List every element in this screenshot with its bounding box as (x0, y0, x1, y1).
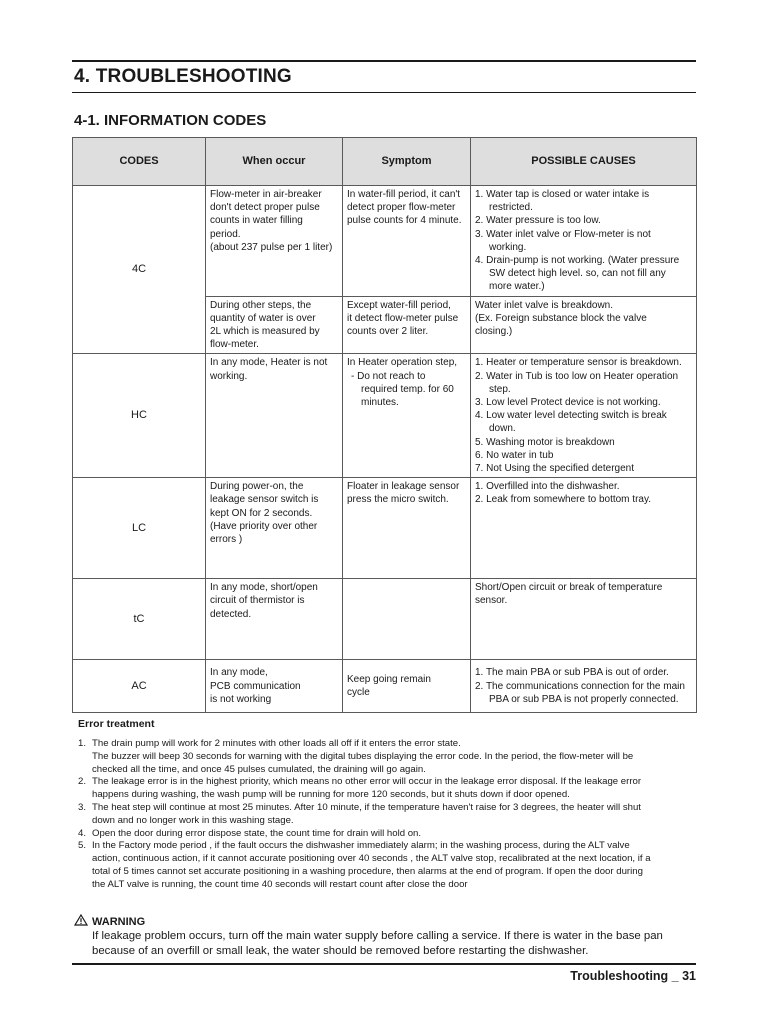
symptom-cell (343, 660, 471, 713)
causes-cell (471, 478, 697, 579)
table-row (73, 186, 697, 297)
cell-line: Flow-meter in air-breaker (210, 189, 322, 200)
causes-cell (471, 660, 697, 713)
cell-line: working. (489, 241, 527, 253)
cell-line: press the micro switch. (347, 494, 449, 506)
list-item (78, 840, 690, 891)
item-line: In the Factory mode period , if the fault occurs the dishwasher immediately alarm; in the washing process, during the ALT valve (92, 840, 630, 852)
cell-line: counts over 2 liter. (347, 326, 429, 338)
error-treatment-list (78, 738, 690, 892)
cell-line: SW detect high level. so, can not fill any (489, 268, 666, 280)
cell-line: - Do not reach to (351, 370, 426, 382)
code-cell: tC (73, 579, 206, 660)
information-codes-table (72, 137, 697, 713)
causes-cell (471, 296, 697, 354)
cell-line: restricted. (489, 202, 533, 214)
warning-heading (74, 914, 145, 929)
cell-line: Floater in leakage sensor (347, 481, 460, 493)
item-line: Open the door during error dispose state, the count time for drain will hold on. (92, 827, 422, 839)
cell-line: 1. The main PBA or sub PBA is out of order. (475, 667, 669, 679)
when-cell (206, 186, 343, 297)
subsection-title: 4-1. INFORMATION CODES (74, 112, 267, 129)
cell-line: leakage sensor switch is (210, 494, 319, 506)
top-rule (72, 60, 696, 62)
item-line: The buzzer will beep 30 seconds for warning with the digital tubes displaying the error code. In the period, the flow-meter will be (92, 750, 634, 762)
cell-line: 2. Water in Tub is too low on Heater operation (475, 370, 679, 382)
item-line: checked all the time, and once 45 pulses cumulated, the draining will go again. (92, 763, 426, 775)
item-line: down and no longer work in this washing stage. (92, 814, 294, 826)
cell-line: (Ex. Foreign substance block the valve (475, 312, 647, 324)
when-cell (206, 660, 343, 713)
cell-line: it detect flow-meter pulse (347, 312, 459, 324)
error-treatment-title: Error treatment (78, 718, 155, 730)
cell-line: 2. The communications connection for the main (475, 680, 685, 692)
page-footer: Troubleshooting _ 31 (570, 969, 696, 983)
cell-line: (about 237 pulse per 1 liter) (210, 241, 333, 253)
cell-line: pulse counts for 4 minute. (347, 215, 462, 227)
cell-line: Except water-fill period, (347, 299, 451, 311)
cell-line: Water inlet valve is breakdown. (475, 299, 614, 311)
cell-line: 1. Heater or temperature sensor is breakdown. (475, 357, 682, 369)
cell-line: is not working (210, 693, 272, 705)
table-row (73, 478, 697, 579)
cell-line: 2. Leak from somewhere to bottom tray. (475, 494, 652, 506)
cell-line: 3. Low level Protect device is not working. (475, 397, 661, 409)
bottom-rule (72, 963, 696, 965)
cell-line: 1. Water tap is closed or water intake is (475, 189, 650, 200)
warning-line: If leakage problem occurs, turn off the main water supply before calling a service. If there is water in the base pan (92, 930, 663, 942)
code-cell: 4C (73, 186, 206, 354)
warning-line: because of an overfill or small leak, the water should be removed before restarting the dishwasher. (92, 944, 589, 957)
cell-line: 5. Washing motor is breakdown (475, 436, 615, 448)
cell-line: In Heater operation step, (347, 357, 458, 369)
item-number: 1. (78, 738, 87, 749)
cell-line: 6. No water in tub (475, 449, 554, 461)
cell-line: During other steps, the (210, 299, 312, 311)
table-row (73, 579, 697, 660)
item-number: 3. (78, 801, 87, 813)
causes-cell (471, 354, 697, 478)
cell-line: minutes. (361, 397, 399, 409)
item-number: 4. (78, 827, 87, 839)
item-line: total of 5 times cannot set accurate positioning in a washing procedure, then alarms at the end of program. If open the door during (92, 865, 643, 877)
list-item (78, 776, 690, 802)
list-item (78, 738, 690, 776)
symptom-cell (343, 354, 471, 478)
item-line: happens during washing, the wash pump will be running for more 120 seconds, but it shuts down if door opened. (92, 789, 570, 801)
item-line: The leakage error is in the highest priority, which means no other error will occur in the leakage error disposal. If the leakage error (92, 776, 642, 788)
symptom-cell (343, 478, 471, 579)
section-title: 4. TROUBLESHOOTING (74, 66, 292, 87)
item-number: 5. (78, 840, 87, 852)
cell-line: counts in water filling (210, 215, 303, 227)
header-codes: CODES (73, 138, 206, 186)
title-underline (72, 92, 696, 93)
cell-line: working. (210, 370, 248, 382)
warning-text (92, 929, 663, 958)
causes-cell (471, 186, 697, 297)
when-cell (206, 579, 343, 660)
list-item (78, 828, 690, 841)
when-cell (206, 296, 343, 354)
table-header-row (73, 138, 697, 186)
item-line: The heat step will continue at most 25 minutes. After 10 minute, if the temperature haven't raise for 3 degrees, the heater will shut (92, 801, 641, 813)
cell-line: cycle (347, 687, 370, 699)
cell-line: detected. (210, 608, 252, 620)
cell-line: 7. Not Using the specified detergent (475, 463, 634, 475)
warning-triangle-icon (74, 914, 88, 929)
symptom-cell (343, 296, 471, 354)
item-line: The drain pump will work for 2 minutes with other loads all off if it enters the error state. (92, 738, 461, 749)
header-symptom: Symptom (343, 138, 471, 186)
header-when-occur: When occur (206, 138, 343, 186)
item-line: action, continuous action, if it cannot accurate positioning over 40 seconds , the ALT valve stop, recalibrated at the next location, if a (92, 853, 651, 865)
cell-line: 4. Drain-pump is not working. (Water pressure (475, 255, 680, 267)
cell-line: 2L which is measured by (210, 326, 320, 338)
header-possible-causes: POSSIBLE CAUSES (471, 138, 697, 186)
cell-line: don't detect proper pulse (210, 202, 320, 214)
table-row (73, 660, 697, 713)
cell-line: down. (489, 423, 516, 435)
cell-line: quantity of water is over (210, 312, 316, 324)
cell-line: errors ) (210, 534, 243, 546)
cell-line: In any mode, Heater is not (210, 357, 328, 369)
list-item (78, 802, 690, 828)
cell-line: Keep going remain (347, 674, 431, 686)
cell-line: 1. Overfilled into the dishwasher. (475, 481, 620, 493)
cell-line: period. (210, 228, 241, 240)
symptom-cell (343, 186, 471, 297)
cell-line: In water-fill period, it can't (347, 189, 461, 200)
cell-line: 3. Water inlet valve or Flow-meter is not (475, 228, 651, 240)
cell-line: required temp. for 60 (361, 383, 454, 395)
causes-cell (471, 579, 697, 660)
table-row (73, 354, 697, 478)
cell-line: In any mode, short/open (210, 582, 318, 594)
cell-line: sensor. (475, 595, 508, 607)
cell-line: detect proper flow-meter (347, 202, 456, 214)
when-cell (206, 354, 343, 478)
code-cell: AC (73, 660, 206, 713)
cell-line: step. (489, 383, 511, 395)
cell-line: flow-meter. (210, 339, 259, 351)
code-cell: LC (73, 478, 206, 579)
cell-line: Short/Open circuit or break of temperature (475, 582, 663, 594)
cell-line: circuit of thermistor is (210, 595, 305, 607)
cell-line: kept ON for 2 seconds. (210, 507, 313, 519)
symptom-cell (343, 579, 471, 660)
cell-line: In any mode, (210, 667, 268, 679)
item-number: 2. (78, 776, 87, 788)
cell-line: PBA or sub PBA is not properly connected. (489, 693, 679, 705)
cell-line: PCB communication (210, 680, 301, 692)
cell-line: more water.) (489, 281, 545, 293)
cell-line: (Have priority over other (210, 520, 318, 532)
cell-line: During power-on, the (210, 481, 304, 493)
code-cell: HC (73, 354, 206, 478)
cell-line: closing.) (475, 326, 513, 338)
warning-title: WARNING (92, 915, 146, 928)
item-line: the ALT valve is running, the count time 40 seconds will restart count after close the door (92, 878, 468, 890)
when-cell (206, 478, 343, 579)
cell-line: 2. Water pressure is too low. (475, 215, 601, 227)
cell-line: 4. Low water level detecting switch is break (475, 410, 667, 422)
